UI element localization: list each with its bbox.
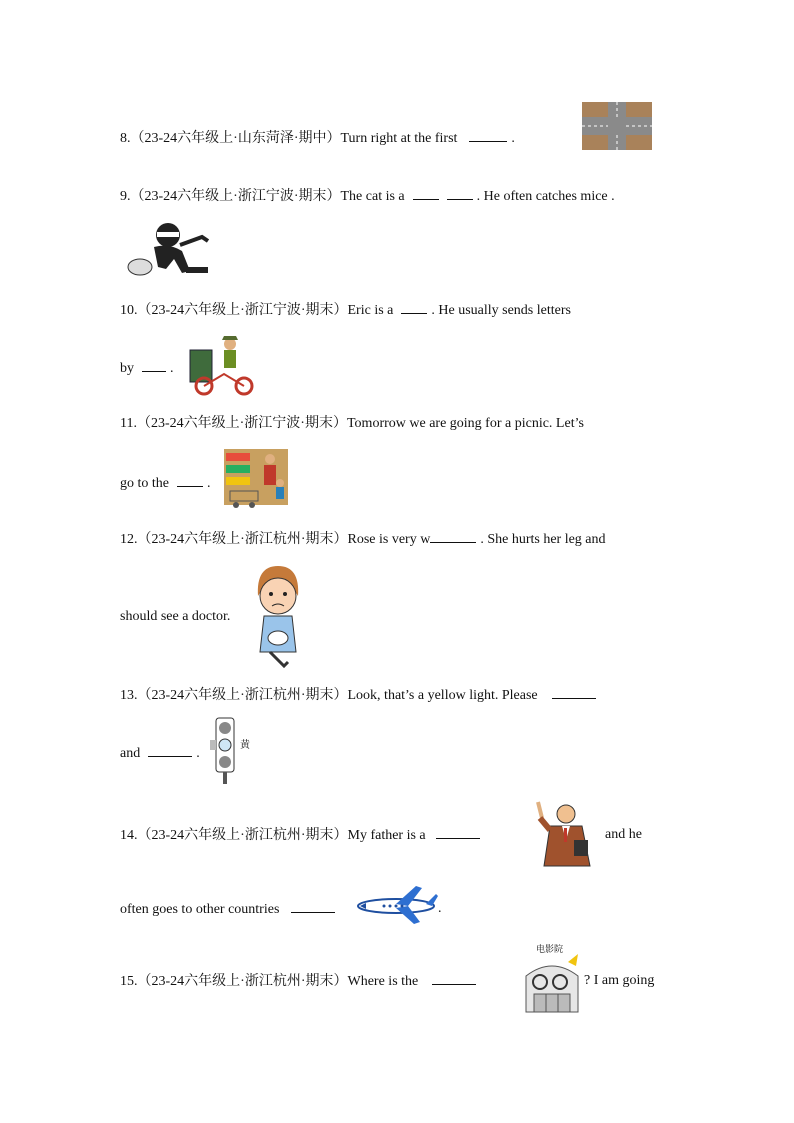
question-number: 9. [120, 189, 131, 204]
question-15 [120, 972, 480, 991]
question-15-tail: ? I am going [584, 973, 655, 988]
question-number: 12. [120, 532, 138, 547]
answer-blank[interactable] [430, 530, 476, 543]
answer-blank[interactable] [413, 187, 439, 200]
answer-blank[interactable] [447, 187, 473, 200]
postman-bike-icon [186, 334, 258, 396]
question-14-line-2: often goes to other countries [120, 900, 339, 919]
crying-girl-icon [250, 562, 306, 672]
question-8: 8.（23-24六年级上·山东菏泽·期中）Turn right at the first . [120, 131, 515, 146]
answer-blank[interactable] [552, 686, 596, 699]
question-10: 10.（23-24六年级上·浙江宁波·期末）Eric is a . He usually sends letters [120, 303, 571, 318]
question-number: 11. [120, 416, 137, 431]
question-source: （23-24六年级上·浙江杭州·期末） [137, 828, 348, 843]
answer-blank[interactable] [177, 474, 203, 487]
answer-blank[interactable] [469, 129, 507, 142]
businessman-icon [532, 800, 598, 868]
question-11 [120, 415, 584, 433]
question-text: The cat is a [340, 189, 405, 204]
question-12: 12.（23-24六年级上·浙江杭州·期末）Rose is very w . She hurts her leg and [120, 532, 606, 547]
cat-thief-icon [124, 217, 216, 279]
yellow-label: 黄 [240, 740, 250, 751]
question-12-line-2: should see a doctor. [120, 609, 231, 624]
question-text: Where is the [347, 974, 419, 989]
answer-blank[interactable] [142, 359, 166, 372]
question-10-line-2: by . [120, 361, 174, 376]
question-13-line-2: and . [120, 746, 200, 761]
answer-blank[interactable] [148, 744, 192, 757]
question-source: （23-24六年级上·浙江宁波·期末） [130, 189, 341, 204]
question-11-line-2: go to the . [120, 476, 211, 491]
cinema-sign: 电影院 [536, 945, 564, 955]
question-14 [120, 826, 484, 845]
question-14-tail: and he [605, 827, 642, 842]
answer-blank[interactable] [432, 972, 476, 985]
answer-blank[interactable] [291, 900, 335, 913]
question-text: Eric is a [347, 303, 394, 318]
question-text: Tomorrow we are going for a picnic. Let’s [346, 416, 584, 431]
question-source: （23-24六年级上·浙江杭州·期末） [137, 974, 348, 989]
question-number: 15. [120, 974, 138, 989]
question-number: 10. [120, 303, 138, 318]
supermarket-icon [222, 447, 290, 511]
question-text: My father is a [347, 828, 426, 843]
question-9: 9.（23-24六年级上·浙江宁波·期末）The cat is a . He often catches mice . [120, 189, 615, 204]
answer-blank[interactable] [436, 826, 480, 839]
question-source: （23-24六年级上·山东菏泽·期中） [130, 131, 341, 146]
question-13 [120, 686, 600, 705]
question-source: （23-24六年级上·浙江杭州·期末） [137, 688, 348, 703]
crossroad-icon [582, 102, 652, 150]
question-source: （23-24六年级上·浙江宁波·期末） [137, 303, 348, 318]
question-number: 14. [120, 828, 138, 843]
question-text: Turn right at the first [340, 131, 458, 146]
cinema-icon [520, 942, 584, 1016]
traffic-light-icon [210, 716, 270, 784]
question-source: （23-24六年级上·浙江杭州·期末） [137, 532, 348, 547]
airplane-icon [356, 884, 440, 926]
question-number: 8. [120, 131, 131, 146]
question-text: Rose is very w [347, 532, 431, 547]
answer-blank[interactable] [401, 301, 427, 314]
question-text: Look, that’s a yellow light. Please [347, 688, 538, 703]
question-number: 13. [120, 688, 138, 703]
question-source: （23-24六年级上·浙江宁波·期末） [136, 416, 347, 431]
